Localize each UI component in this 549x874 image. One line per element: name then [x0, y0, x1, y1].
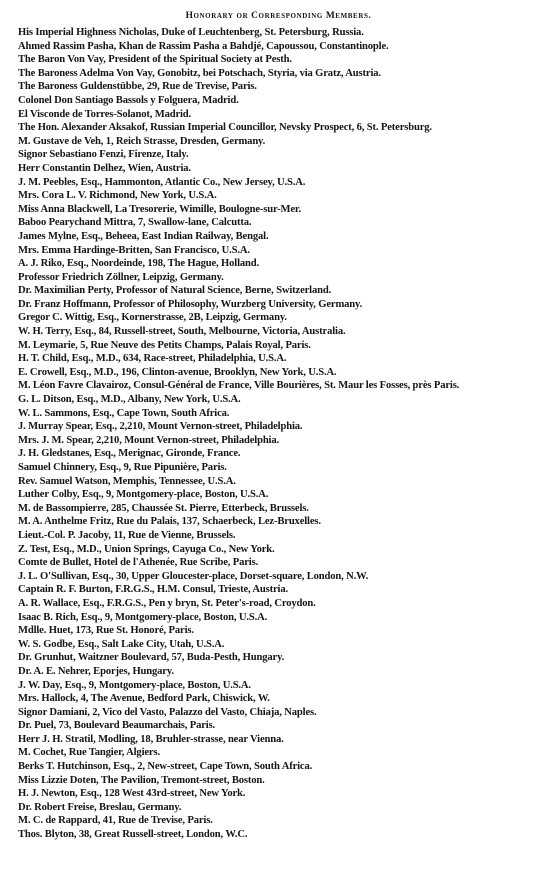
member-entry: A. R. Wallace, Esq., F.R.G.S., Pen y bryn, St. Peter's-road, Croydon. [18, 597, 316, 609]
member-entry: M. C. de Rappard, 41, Rue de Trevise, Paris. [18, 815, 213, 827]
member-entry: J. Murray Spear, Esq., 2,210, Mount Vernon-street, Philadelphia. [18, 421, 303, 433]
member-entry: Mrs. J. M. Spear, 2,210, Mount Vernon-street, Philadelphia. [18, 434, 279, 446]
member-entry: M. A. Anthelme Fritz, Rue du Palais, 137, Schaerbeck, Lez-Bruxelles. [18, 516, 321, 528]
member-entry: Rev. Samuel Watson, Memphis, Tennessee, U.S.A. [18, 475, 236, 487]
member-entry: A. J. Riko, Esq., Noordeinde, 198, The Hague, Holland. [18, 258, 259, 270]
member-entry: Dr. Robert Freise, Breslau, Germany. [18, 801, 182, 813]
member-entry: M. Gustave de Veh, 1, Reich Strasse, Dresden, Germany. [18, 135, 266, 147]
member-entry: H. T. Child, Esq., M.D., 634, Race-street, Philadelphia, U.S.A. [18, 353, 287, 365]
member-entry: J. W. Day, Esq., 9, Montgomery-place, Boston, U.S.A. [18, 679, 251, 691]
member-entry: Thos. Blyton, 38, Great Russell-street, London, W.C. [18, 829, 248, 841]
member-list [18, 26, 539, 842]
member-entry: Herr Constantin Delhez, Wien, Austria. [18, 162, 191, 174]
member-entry: Signor Sebastiano Fenzi, Firenze, Italy. [18, 149, 189, 161]
member-entry: Dr. Maximilian Perty, Professor of Natural Science, Berne, Switzerland. [18, 285, 332, 297]
member-entry: Baboo Pearychand Mittra, 7, Swallow-lane, Calcutta. [18, 217, 252, 229]
member-entry: Samuel Chinnery, Esq., 9, Rue Pipunière, Paris. [18, 462, 227, 473]
member-entry: Lieut.-Col. P. Jacoby, 11, Rue de Vienne, Brussels. [18, 529, 236, 541]
member-entry: Miss Anna Blackwell, La Tresorerie, Wimille, Boulogne-sur-Mer. [18, 203, 302, 215]
member-entry: M. Cochet, Rue Tangier, Algiers. [18, 747, 160, 759]
member-entry: J. H. Gledstanes, Esq., Merignac, Gironde, France. [18, 448, 241, 460]
member-entry: The Hon. Alexander Aksakof, Russian Imperial Councillor, Nevsky Prospect, 6, St. Petersburg. [18, 122, 432, 134]
member-entry: The Baron Von Vay, President of the Spiritual Society at Pesth. [18, 54, 292, 66]
member-entry: James Mylne, Esq., Beheea, East Indian Railway, Bengal. [18, 230, 269, 242]
member-entry: Dr. A. E. Nehrer, Eporjes, Hungary. [18, 665, 174, 677]
member-entry: G. L. Ditson, Esq., M.D., Albany, New York, U.S.A. [18, 394, 241, 406]
member-entry: H. J. Newton, Esq., 128 West 43rd-street, New York. [18, 788, 246, 800]
member-entry: M. Leymarie, 5, Rue Neuve des Petits Champs, Palais Royal, Paris. [18, 339, 311, 351]
member-entry: W. S. Godbe, Esq., Salt Lake City, Utah, U.S.A. [18, 638, 225, 650]
member-entry: Berks T. Hutchinson, Esq., 2, New-street, Cape Town, South Africa. [18, 761, 313, 773]
member-entry: The Baroness Adelma Von Vay, Gonobitz, bei Potschach, Styria, via Gratz, Austria. [18, 67, 381, 79]
member-entry: M. de Bassompierre, 285, Chaussée St. Pierre, Etterbeck, Brussels. [18, 502, 309, 514]
member-entry: Captain R. F. Burton, F.R.G.S., H.M. Consul, Trieste, Austria. [18, 584, 288, 596]
member-entry: Mrs. Cora L. V. Richmond, New York, U.S.A. [18, 190, 217, 202]
member-entry: Dr. Puel, 73, Boulevard Beaumarchais, Paris. [18, 720, 216, 732]
member-entry: Comte de Bullet, Hotel de l'Athenée, Rue Scribe, Paris. [18, 557, 259, 569]
member-entry: Mrs. Emma Hardinge-Britten, San Francisco, U.S.A. [18, 244, 250, 256]
member-entry: The Baroness Guldenstübbe, 29, Rue de Trevise, Paris. [18, 81, 257, 93]
member-entry: Miss Lizzie Doten, The Pavilion, Tremont-street, Boston. [18, 774, 265, 786]
member-entry: His Imperial Highness Nicholas, Duke of Leuchtenberg, St. Petersburg, Russia. [18, 27, 364, 38]
member-entry: M. Léon Favre Clavairoz, Consul-Général de France, Ville Bourières, St. Maur les Fosses, près Paris. [18, 380, 460, 392]
member-entry: W. H. Terry, Esq., 84, Russell-street, South, Melbourne, Victoria, Australia. [18, 326, 346, 338]
member-entry: W. L. Sammons, Esq., Cape Town, South Africa. [18, 407, 230, 419]
member-entry: Dr. Grunhut, Waitzner Boulevard, 57, Buda-Pesth, Hungary. [18, 652, 285, 664]
member-entry: Z. Test, Esq., M.D., Union Springs, Cayuga Co., New York. [18, 543, 275, 555]
member-entry: J. M. Peebles, Esq., Hammonton, Atlantic Co., New Jersey, U.S.A. [18, 176, 306, 188]
member-entry: Ahmed Rassim Pasha, Khan de Rassim Pasha a Bahdjé, Capoussou, Constantinople. [18, 40, 389, 52]
member-entry: J. L. O'Sullivan, Esq., 30, Upper Gloucester-place, Dorset-square, London, N.W. [18, 570, 369, 582]
member-entry: Isaac B. Rich, Esq., 9, Montgomery-place, Boston, U.S.A. [18, 611, 268, 623]
member-entry: Mrs. Hallock, 4, The Avenue, Bedford Park, Chiswick, W. [18, 693, 270, 705]
member-entry: Dr. Franz Hoffmann, Professor of Philosophy, Wurzberg University, Germany. [18, 298, 363, 310]
member-entry: Professor Friedrich Zöllner, Leipzig, Germany. [18, 271, 224, 283]
member-entry: E. Crowell, Esq., M.D., 196, Clinton-avenue, Brooklyn, New York, U.S.A. [18, 366, 337, 378]
member-entry: Gregor C. Wittig, Esq., Kornerstrasse, 2B, Leipzig, Germany. [18, 312, 287, 324]
member-entry: Luther Colby, Esq., 9, Montgomery-place, Boston, U.S.A. [18, 489, 269, 501]
member-entry: Herr J. H. Stratil, Modling, 18, Bruhler-strasse, near Vienna. [18, 733, 284, 745]
member-entry: El Visconde de Torres-Solanot, Madrid. [18, 108, 192, 120]
member-entry: Signor Damiani, 2, Vico del Vasto, Palazzo del Vasto, Chiaja, Naples. [18, 706, 317, 718]
member-entry: Colonel Don Santiago Bassols y Folguera, Madrid. [18, 94, 239, 106]
section-heading: Honorary or Corresponding Members. [185, 11, 372, 21]
member-entry: Mdlle. Huet, 173, Rue St. Honoré, Paris. [18, 625, 194, 637]
